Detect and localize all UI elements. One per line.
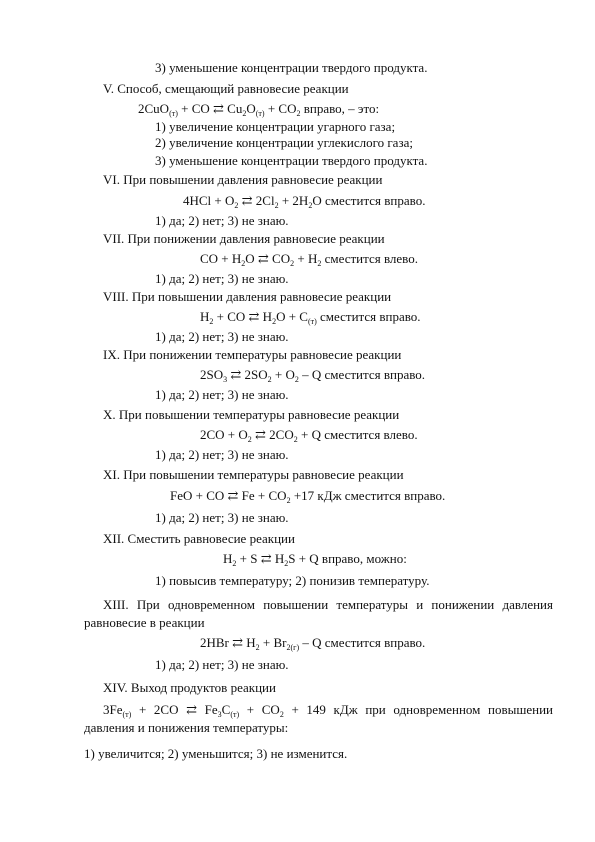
question-heading: VIII. При повышении давления равновесие реакции xyxy=(103,289,392,304)
question-heading-continued: равновесие в реакции xyxy=(84,615,205,630)
reaction-equation: $2SO_3$ ⇄ $2SO_2 + O_2 - Q$ сместится вправо. xyxy=(200,367,426,384)
answer-option: 2) увеличение концентрации углекислого газа; xyxy=(155,135,413,150)
answer-options: 1) да; 2) нет; 3) не знаю. xyxy=(155,329,289,344)
question-heading: X. При повышении температуры равновесие реакции xyxy=(103,407,400,422)
reaction-equation: 2HBr ⇄ $H_2 + Br_{2(г)} - Q$ сместится вправо. xyxy=(200,635,426,652)
reaction-equation: $H_2 + S$ ⇄ $H_2S + Q$ вправо, можно: xyxy=(223,551,407,568)
answer-options: 1) да; 2) нет; 3) не знаю. xyxy=(155,657,289,672)
answer-options: 1) да; 2) нет; 3) не знаю. xyxy=(155,447,289,462)
reaction-equation: FeO + CO ⇄ $Fe + CO_2 +17$ кДж сместится вправо. xyxy=(170,488,446,505)
question-heading: XIV. Выход продуктов реакции xyxy=(103,680,276,695)
reaction-equation: $H_2$ + CO ⇄ $H_2O + C_{(т)}$ сместится вправо. xyxy=(200,309,421,326)
reaction-equation: $4HCl + O_2$ ⇄ $2Cl_2 + 2H_2O$ сместится вправо. xyxy=(183,193,426,210)
answer-options: 1) да; 2) нет; 3) не знаю. xyxy=(155,213,289,228)
question-heading: IX. При понижении температуры равновесие реакции xyxy=(103,347,402,362)
answer-options: 1) да; 2) нет; 3) не знаю. xyxy=(155,510,289,525)
reaction-equation: 2CuO$_{(т)}$ + CO ⇄ $Cu_2O_{(т)} + CO_2$ вправо, – это: xyxy=(138,101,380,118)
question-heading: VII. При понижении давления равновесие реакции xyxy=(103,231,385,246)
answer-options: 1) да; 2) нет; 3) не знаю. xyxy=(155,271,289,286)
question-heading: XII. Сместить равновесие реакции xyxy=(103,531,295,546)
reaction-equation: CO + $H_2O$ ⇄ $CO_2 + H_2$ сместится влево. xyxy=(200,251,418,268)
answer-option: 1) увеличение концентрации угарного газа; xyxy=(155,119,396,134)
question-heading: V. Способ, смещающий равновесие реакции xyxy=(103,81,349,96)
question-heading: XIII. При одновременном повышении температуры и понижении давления xyxy=(103,597,553,612)
answer-options: 1) да; 2) нет; 3) не знаю. xyxy=(155,387,289,402)
question-heading: XI. При повышении температуры равновесие реакции xyxy=(103,467,404,482)
reaction-equation-continued: давления и понижения температуры: xyxy=(84,720,289,735)
answer-options: 1) повысив температуру; 2) понизив температуру. xyxy=(155,573,430,588)
answer-options: 1) увеличится; 2) уменьшится; 3) не изменится. xyxy=(84,746,348,761)
text-line: 3) уменьшение концентрации твердого продукта. xyxy=(155,60,428,75)
question-heading: VI. При повышении давления равновесие реакции xyxy=(103,172,383,187)
answer-option: 3) уменьшение концентрации твердого продукта. xyxy=(155,153,428,168)
reaction-equation: $2CO + O_2$ ⇄ $2CO_2 + Q$ сместится влево. xyxy=(200,427,418,444)
reaction-equation: $3Fe_{(т)} + 2CO$ ⇄ $Fe_3C_{(т)} + CO_2 + 149$ кДж при одновременном повышении xyxy=(103,702,553,719)
